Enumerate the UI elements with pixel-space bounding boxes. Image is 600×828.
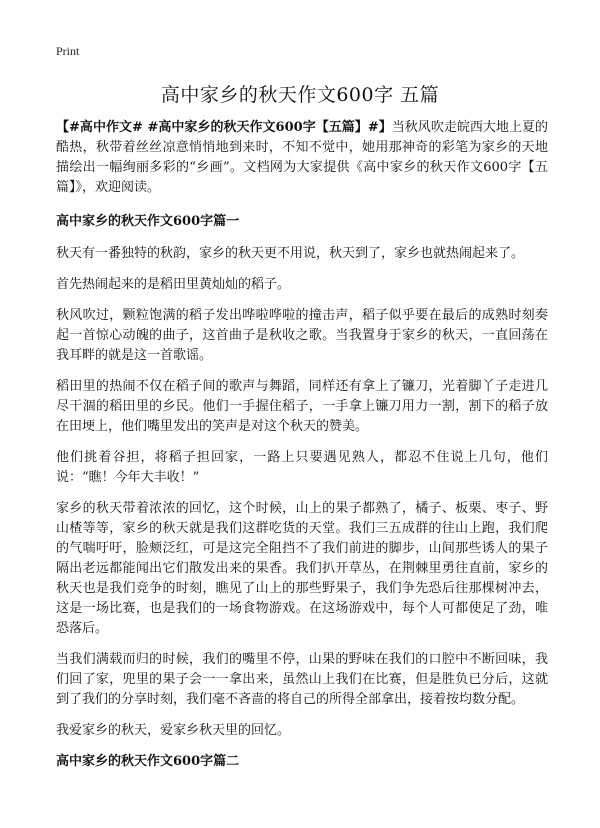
- paragraph: 他们挑着谷担，将稻子担回家，一路上只要遇见熟人，都忍不住说上几句，他们说：“瞧！今年大丰收！”: [56, 450, 548, 485]
- paragraph: 稻田里的热闹不仅在稻子间的歌声与舞蹈，同样还有拿上了镰刀，光着脚丫子走进几尽干涸的稻田里的乡民。他们一手握住稻子，一手拿上镰刀用力一割，割下的稻子放在田埂上，他们嘴里发出的笑声是对这个秋天的赞美。: [56, 379, 548, 434]
- paragraph: 秋风吹过，颗粒饱满的稻子发出哗啦哗啦的撞击声，稻子似乎要在最后的成熟时刻奏起一首惊心动魄的曲子，这首曲子是秋收之歌。当我置身于家乡的秋天，一直回荡在我耳畔的就是这一首歌谣。: [56, 308, 548, 363]
- intro-tags: 【#高中作文# #高中家乡的秋天作文600字【五篇】#】: [56, 120, 392, 135]
- paragraph: 当我们满载而归的时候，我们的嘴里不停，山果的野味在我们的口腔中不断回味，我们回了家，兜里的果子会一一拿出来，虽然山上我们在比赛，但是胜负已分后，这就到了我们的分享时刻，我们毫不吝啬的将自己的所得全部拿出，接着按均数分配。: [56, 652, 548, 707]
- paragraph: 家乡的秋天带着浓浓的回忆，这个时候，山上的果子都熟了，橘子、板栗、枣子、野山楂等等，家乡的秋天就是我们这群吃货的天堂。我们三五成群的往山上跑，我们爬的气喘吁吁，脸颊泛红，可是这完全阻挡不了我们前进的脚步，山间那些诱人的果子隔出老远都能闻出它们散发出来的果香。我们扒开草丛，在荆棘里勇往直前，家乡的秋天也是我们竞争的时刻，瞧见了山上的那些野果子，我们争先恐后往那棵树冲去，这是一场比赛，也是我们的一场食物游戏。在这场游戏中，每个人可都使足了劲，唯恐落后。: [56, 501, 548, 636]
- page-title: 高中家乡的秋天作文600字 五篇: [160, 84, 440, 106]
- article-body: [56, 118, 548, 784]
- paragraph: 首先热闹起来的是稻田里黄灿灿的稻子。: [56, 277, 291, 292]
- paragraph: 秋天有一番独特的秋韵，家乡的秋天更不用说，秋天到了，家乡也就热闹起来了。: [56, 246, 525, 261]
- intro-text: 当秋风吹走皖西大地上夏的酷热，秋带着丝丝凉意悄悄地到来时，不知不觉中，她用那神奇的彩笔为家乡的天地描绘出一幅绚丽多彩的“乡画”。文档网为大家提供《高中家乡的秋天作文600字【五篇】》，欢迎阅读。: [56, 120, 548, 195]
- print-link[interactable]: Print: [56, 44, 80, 58]
- section-heading-2: 高中家乡的秋天作文600字篇二: [56, 754, 240, 769]
- section-heading-1: 高中家乡的秋天作文600字篇一: [56, 214, 240, 229]
- intro-paragraph: [56, 118, 548, 198]
- paragraph: 我爱家乡的秋天，爱家乡秋天里的回忆。: [56, 723, 291, 738]
